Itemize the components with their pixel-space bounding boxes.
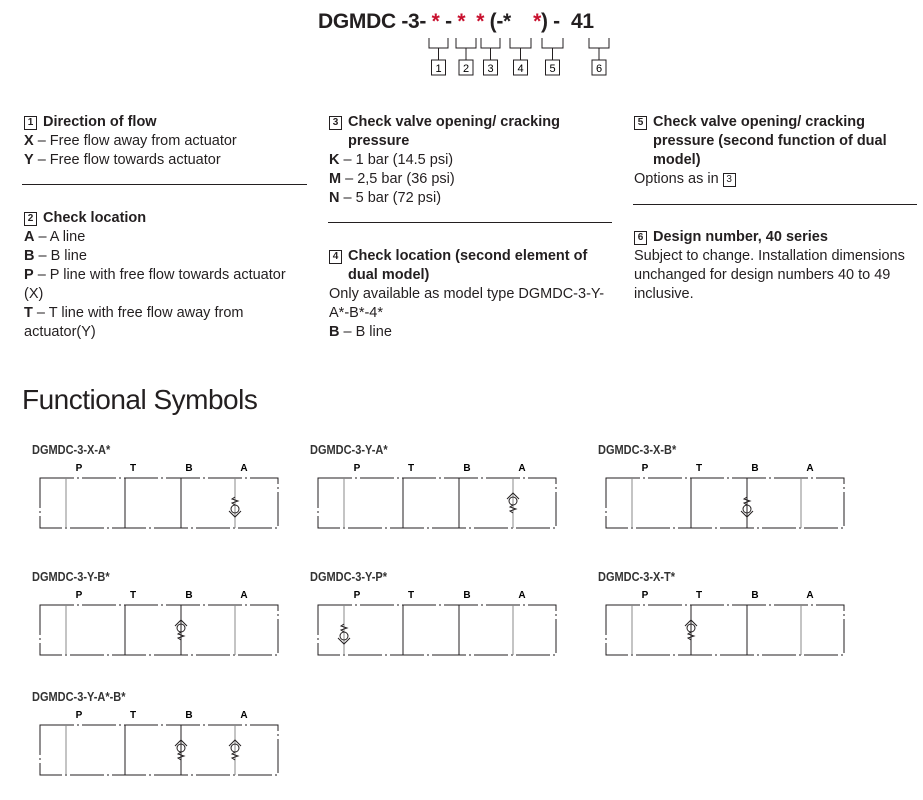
symbol-title: DGMDC-3-Y-A*-B* [32,690,126,704]
option-code: M [329,171,342,187]
section-number: 4 [329,250,342,264]
option-line [329,189,609,208]
port-label: B [185,463,193,474]
svg-text:3: 3 [487,63,494,75]
option-code: B [329,324,340,340]
port-label: P [641,590,649,601]
code-number-box [432,60,446,75]
option-line [24,228,309,247]
section-heading [24,209,309,228]
section-number: 3 [329,116,342,130]
code-part: * [457,10,466,33]
option-line [634,170,918,189]
section-title: Check valve opening/ cracking pressure [348,114,560,149]
port-label: A [806,463,814,474]
section-1 [24,113,309,170]
section-6 [634,228,918,304]
port-label: A [518,463,526,474]
option-line [329,151,609,170]
symbol-title: DGMDC-3-Y-B* [32,570,110,584]
code-part: * [476,10,485,33]
port-label: A [240,710,248,721]
option-text: – 5 bar (72 psi) [339,190,442,206]
port-label: T [129,590,137,601]
option-text: – B line [34,248,87,264]
symbol-dgmdc-3-x-b [598,443,858,553]
divider [633,204,917,205]
svg-text:2: 2 [462,63,470,75]
port-label: P [75,463,83,474]
option-text: – B line [339,324,392,340]
svg-text:5: 5 [549,63,556,75]
section-heading [634,228,918,247]
symbol-diagram [32,690,292,800]
option-text: – Free flow away from actuator [33,133,237,149]
port-label: T [407,463,415,474]
option-text: Options as in [634,171,719,187]
port-label: B [185,590,193,601]
port-label: B [751,590,759,601]
code-prefix: DGMDC -3- [318,10,432,33]
section-title: Check location (second element of dual model) [348,248,588,283]
symbol-dgmdc-3-x-t [598,570,858,680]
option-code: Y [24,152,34,168]
option-line [24,132,309,151]
section-reference: 3 [723,173,736,187]
code-number-box [514,60,528,75]
symbol-title: DGMDC-3-Y-P* [310,570,388,584]
section-title: Design number, 40 series [653,229,828,245]
option-text: – 1 bar (14.5 psi) [339,152,454,168]
port-label: P [353,590,361,601]
symbol-dgmdc-3-y-b [32,570,292,680]
option-text: – Free flow towards actuator [33,152,221,168]
port-label: B [185,710,193,721]
option-line [24,266,309,304]
section-number: 2 [24,212,37,226]
option-line [329,170,609,189]
option-text: Only available as model type DGMDC-3-Y-A*-B*-4* [329,286,605,321]
port-label: B [463,590,471,601]
svg-text:6: 6 [595,63,603,75]
section-2 [24,209,309,342]
option-line [24,247,309,266]
symbol-diagram [310,570,570,680]
code-part: * [431,10,440,33]
port-label: B [463,463,471,474]
option-code: B [24,248,35,264]
section-number: 1 [24,116,37,130]
symbol-diagram [598,570,858,680]
symbol-title: DGMDC-3-X-B* [598,443,677,457]
option-line [24,151,309,170]
section-title: Direction of flow [43,114,157,130]
symbol-diagram [310,443,570,553]
section-number: 6 [634,231,647,245]
section-title: Check location [43,210,147,226]
option-line [329,285,609,323]
option-text: – 2,5 bar (36 psi) [341,171,455,187]
option-text: – A line [34,229,86,245]
option-text: – T line with free flow away from actuator(Y) [24,305,244,340]
code-part: ) - 41 [540,10,594,33]
section-title: Check valve opening/ cracking pressure (second function of dual model) [653,114,887,168]
option-code: T [24,305,33,321]
port-label: A [518,590,526,601]
code-part: (-* [484,10,511,33]
code-number-box [459,60,473,75]
svg-text:1: 1 [435,63,442,75]
symbol-diagram [598,443,858,553]
section-heading [634,113,918,170]
option-code: K [329,152,340,168]
port-label: A [240,463,248,474]
section-5 [634,113,918,189]
port-label: A [806,590,814,601]
port-label: T [129,463,137,474]
port-label: P [75,590,83,601]
code-part: - [439,10,458,33]
code-number-box [484,60,498,75]
port-label: T [695,590,703,601]
option-code: P [24,267,34,283]
code-brackets [0,0,923,80]
divider [328,222,612,223]
symbol-title: DGMDC-3-Y-A* [310,443,388,457]
port-label: T [407,590,415,601]
symbol-title: DGMDC-3-X-T* [598,570,675,584]
port-label: A [240,590,248,601]
functional-symbols-heading: Functional Symbols [22,384,258,415]
symbol-title: DGMDC-3-X-A* [32,443,111,457]
port-label: T [129,710,137,721]
port-label: P [353,463,361,474]
symbol-dgmdc-3-y-a [310,443,570,553]
symbol-dgmdc-3-y-p [310,570,570,680]
section-heading [329,113,609,151]
option-line [329,323,609,342]
section-heading [329,247,609,285]
section-4 [329,247,609,342]
symbol-dgmdc-3-x-a [32,443,292,553]
port-label: P [641,463,649,474]
divider [22,184,307,185]
svg-text:4: 4 [517,63,524,75]
symbol-dgmdc-3-y-a-b [32,690,292,800]
option-text: – P line with free flow towards actuator (X) [24,267,286,302]
section-3 [329,113,609,208]
option-line [634,247,918,304]
symbol-diagram [32,443,292,553]
code-number-box [592,60,606,75]
code-part: * [533,10,541,33]
option-text: Subject to change. Installation dimensions unchanged for design numbers 40 to 49 inclusive. [634,248,905,302]
option-code: X [24,133,34,149]
code-number-box [546,60,560,75]
port-label: P [75,710,83,721]
option-line [24,304,309,342]
section-number: 5 [634,116,647,130]
port-label: B [751,463,759,474]
symbol-diagram [32,570,292,680]
section-heading [24,113,309,132]
option-code: N [329,190,340,206]
option-code: A [24,229,35,245]
port-label: T [695,463,703,474]
